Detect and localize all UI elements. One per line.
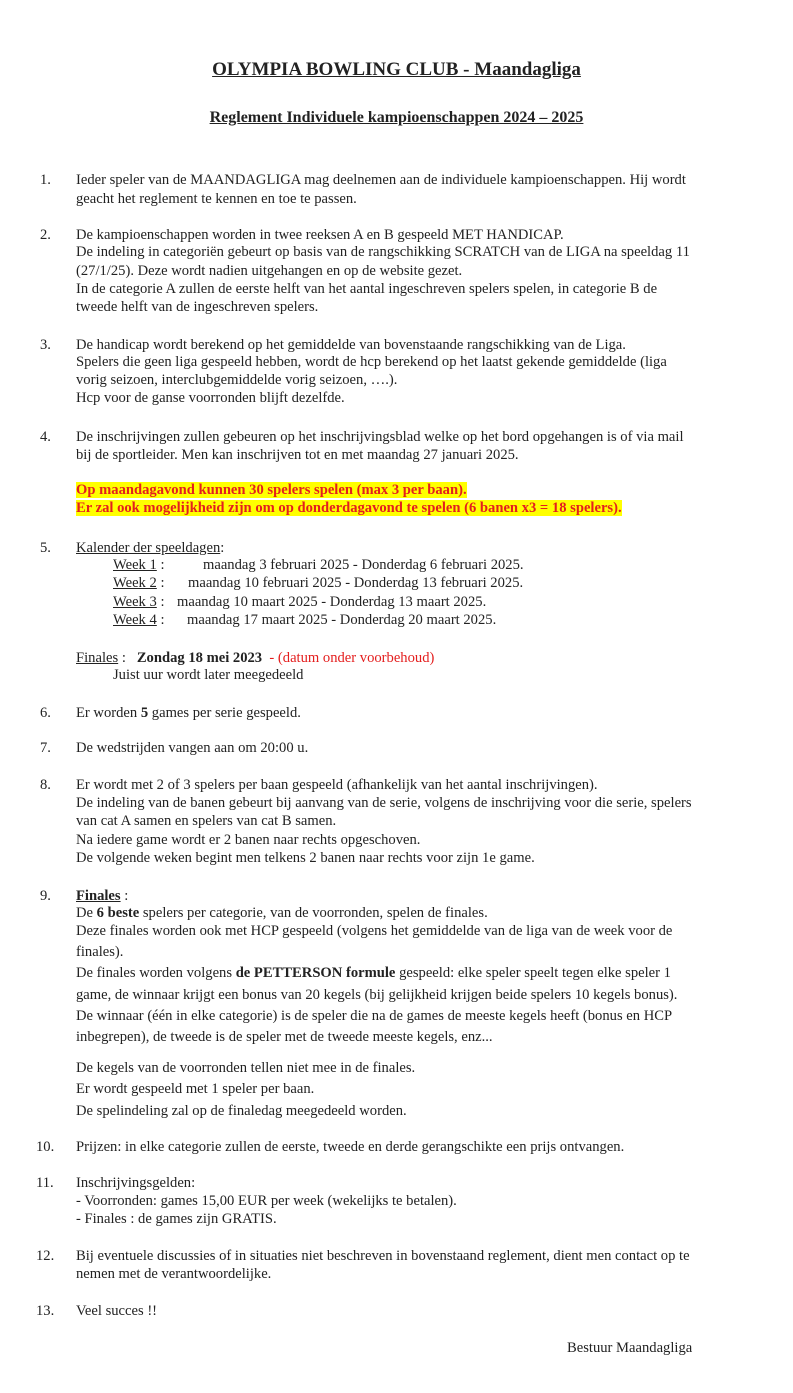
week-label: Week 4 bbox=[113, 612, 157, 628]
item-1-line: Ieder speler van de MAANDAGLIGA mag deelnemen aan de individuele kampioenschappen. Hij wordt bbox=[76, 172, 686, 188]
item-9-line: De winnaar (één in elke categorie) is de speler die na de games de meeste kegels heeft (bonus en HCP bbox=[76, 1008, 673, 1024]
item-number-12: 12. bbox=[36, 1248, 55, 1264]
item-12-line: nemen met de verantwoordelijke. bbox=[76, 1266, 272, 1282]
item-7-line: De wedstrijden vangen aan om 20:00 u. bbox=[76, 740, 309, 756]
item-9-line: Deze finales worden ook met HCP gespeeld (volgens het gemiddelde van de liga van de week voor de bbox=[76, 923, 673, 939]
item-6-line: Er worden 5 games per serie gespeeld. bbox=[76, 705, 301, 721]
item-8-line: van cat A samen en spelers van cat B samen. bbox=[76, 813, 337, 829]
item-11-line: Inschrijvingsgelden: bbox=[76, 1175, 196, 1191]
item-3-line: vorig seizoen, interclubgemiddelde vorig seizoen, ….). bbox=[76, 372, 398, 388]
item-3-line: De handicap wordt berekend op het gemiddelde van bovenstaande rangschikking van de Liga. bbox=[76, 337, 626, 353]
item-number-4: 4. bbox=[40, 429, 51, 445]
item-number-9: 9. bbox=[40, 888, 51, 904]
calendar-heading: Kalender der speeldagen: bbox=[76, 540, 225, 556]
week-label: Week 2 bbox=[113, 575, 157, 591]
week-dates: maandag 10 februari 2025 - Donderdag 13 februari 2025. bbox=[188, 575, 524, 591]
item-12-line: Bij eventuele discussies of in situaties niet beschreven in bovenstaand reglement, dient men contact op te bbox=[76, 1248, 690, 1264]
item-2-line: In de categorie A zullen de eerste helft van het aantal ingeschreven spelers spelen, in categorie B de bbox=[76, 281, 658, 297]
highlight-notice-monday: Op maandagavond kunnen 30 spelers spelen (max 3 per baan). bbox=[76, 482, 467, 498]
item-number-8: 8. bbox=[40, 777, 51, 793]
item-9-line: De kegels van de voorronden tellen niet mee in de finales. bbox=[76, 1060, 416, 1076]
week-row: Week 4 : bbox=[113, 612, 165, 628]
calendar-heading-text: Kalender der speeldagen bbox=[76, 540, 221, 556]
item-8-line: De indeling van de banen gebeurt bij aanvang van de serie, volgens de inschrijving voor die serie, spelers bbox=[76, 795, 692, 811]
item-8-line: Er wordt met 2 of 3 spelers per baan gespeeld (afhankelijk van het aantal inschrijvingen). bbox=[76, 777, 598, 793]
page-subtitle: Reglement Individuele kampioenschappen 2024 – 2025 bbox=[209, 109, 584, 126]
finales-date: Zondag 18 mei 2023 bbox=[136, 650, 263, 666]
item-number-6: 6. bbox=[40, 705, 51, 721]
highlight-notice-thursday: Er zal ook mogelijkheid zijn om op donderdagavond te spelen (6 banen x3 = 18 spelers). bbox=[76, 500, 622, 516]
item-number-1: 1. bbox=[40, 172, 51, 188]
page-title: OLYMPIA BOWLING CLUB - Maandagliga bbox=[212, 59, 581, 80]
item-9-line: Er wordt gespeeld met 1 speler per baan. bbox=[76, 1081, 315, 1097]
item-number-13: 13. bbox=[36, 1303, 55, 1319]
week-row: Week 2 : bbox=[113, 575, 165, 591]
finales-date-line: Finales : Zondag 18 mei 2023 - (datum onder voorbehoud) bbox=[76, 650, 435, 666]
item-2-line: De indeling in categoriën gebeurt op basis van de rangschikking SCRATCH van de LIGA na speeldag 11 bbox=[76, 244, 690, 260]
item-3-line: Spelers die geen liga gespeeld hebben, wordt de hcp berekend op het laatst gekende gemiddelde (liga bbox=[76, 354, 667, 370]
item-2-line: De kampioenschappen worden in twee reeksen A en B gespeeld MET HANDICAP. bbox=[76, 227, 564, 243]
item-9-line: De 6 beste spelers per categorie, van de voorronden, spelen de finales. bbox=[76, 905, 488, 921]
week-row: Week 3 : bbox=[113, 594, 165, 610]
item-number-11: 11. bbox=[36, 1175, 54, 1191]
item-13-line: Veel succes !! bbox=[76, 1303, 158, 1319]
item-number-7: 7. bbox=[40, 740, 51, 756]
finales-label: Finales bbox=[76, 650, 119, 666]
item-9-line: game, de winnaar krijgt een bonus van 20 kegels (bij gelijkheid krijgen beide spelers 10 kegels bonus). bbox=[76, 987, 678, 1003]
item-number-5: 5. bbox=[40, 540, 51, 556]
item-11-line: - Finales : de games zijn GRATIS. bbox=[76, 1211, 277, 1227]
week-dates: maandag 10 maart 2025 - Donderdag 13 maart 2025. bbox=[177, 594, 487, 610]
item-8-line: De volgende weken begint men telkens 2 banen naar rechts voor zijn 1e game. bbox=[76, 850, 535, 866]
item-8-line: Na iedere game wordt er 2 banen naar rechts opgeschoven. bbox=[76, 832, 421, 848]
item-10-line: Prijzen: in elke categorie zullen de eerste, tweede en derde gerangschikte een prijs ontvangen. bbox=[76, 1139, 625, 1155]
item-9-line: finales). bbox=[76, 944, 124, 960]
item-2-line: (27/1/25). Deze wordt nadien uitgehangen en op de website gezet. bbox=[76, 263, 463, 279]
week-dates: maandag 3 februari 2025 - Donderdag 6 februari 2025. bbox=[203, 557, 524, 573]
item-number-10: 10. bbox=[36, 1139, 55, 1155]
item-1-line: geacht het reglement te kennen en toe te passen. bbox=[76, 191, 357, 207]
item-number-3: 3. bbox=[40, 337, 51, 353]
item-3-line: Hcp voor de ganse voorronden blijft dezelfde. bbox=[76, 390, 345, 406]
item-4-line: bij de sportleider. Men kan inschrijven tot en met maandag 27 januari 2025. bbox=[76, 447, 519, 463]
week-label: Week 1 bbox=[113, 557, 157, 573]
finales-heading: Finales : bbox=[76, 888, 129, 904]
item-9-line: inbegrepen), de tweede is de speler met de tweede meeste kegels, enz... bbox=[76, 1029, 493, 1045]
item-9-line: De finales worden volgens de PETTERSON formule gespeeld: elke speler speelt tegen elke speler 1 bbox=[76, 965, 671, 981]
week-label: Week 3 bbox=[113, 594, 157, 610]
item-9-line: De spelindeling zal op de finaledag meegedeeld worden. bbox=[76, 1103, 407, 1119]
finales-note: - (datum onder voorbehoud) bbox=[269, 650, 435, 666]
item-11-line: - Voorronden: games 15,00 EUR per week (wekelijks te betalen). bbox=[76, 1193, 457, 1209]
week-row: Week 1 : bbox=[113, 557, 165, 573]
item-2-line: tweede helft van de ingeschreven spelers. bbox=[76, 299, 319, 315]
finales-subnote: Juist uur wordt later meegedeeld bbox=[113, 667, 304, 683]
item-number-2: 2. bbox=[40, 227, 51, 243]
week-dates: maandag 17 maart 2025 - Donderdag 20 maart 2025. bbox=[187, 612, 497, 628]
signature: Bestuur Maandagliga bbox=[567, 1340, 693, 1356]
item-4-line: De inschrijvingen zullen gebeuren op het inschrijvingsblad welke op het bord opgehangen is of via mail bbox=[76, 429, 684, 445]
